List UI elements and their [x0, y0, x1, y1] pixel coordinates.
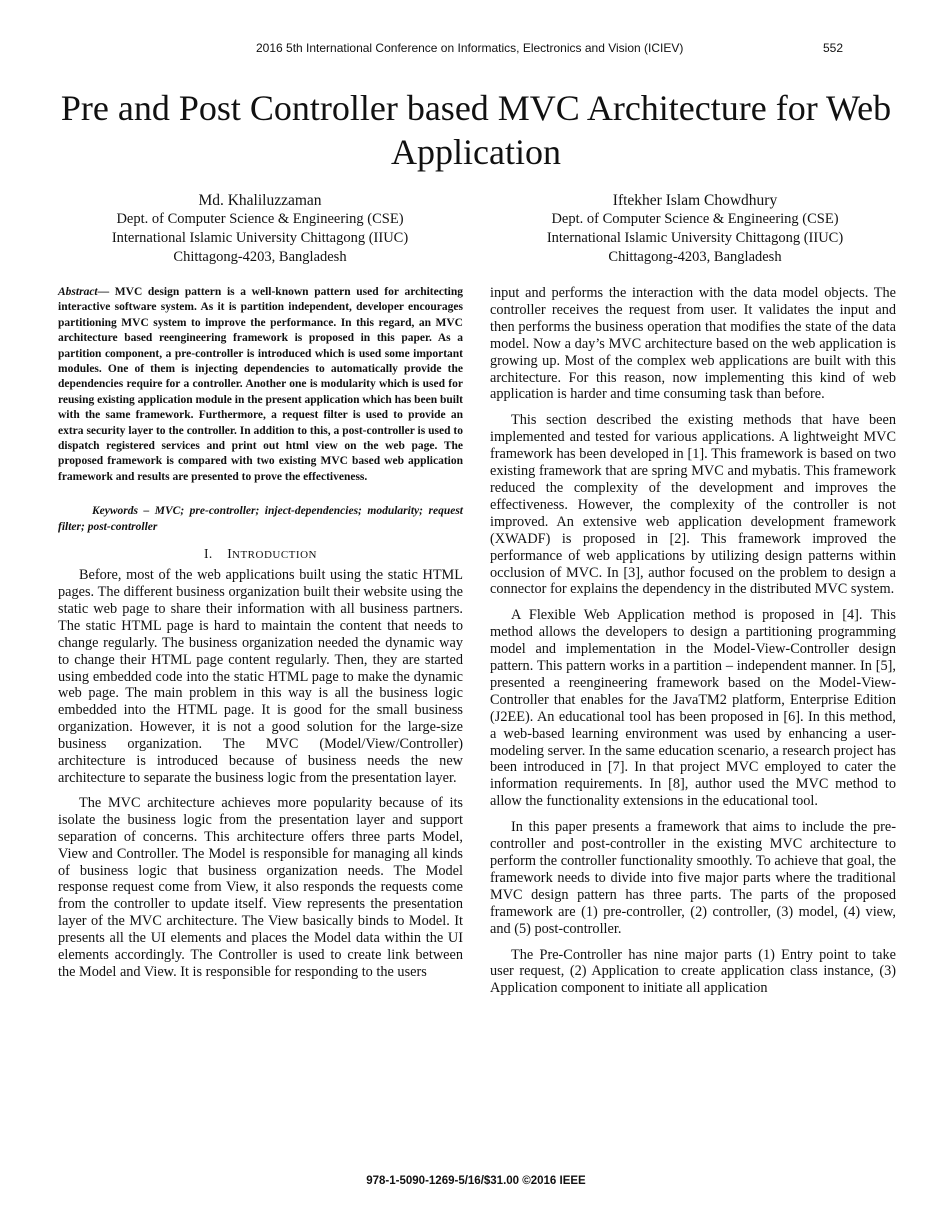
author-block-1	[76, 191, 444, 267]
author-block-2	[511, 191, 879, 267]
author-dept: Dept. of Computer Science & Engineering (CSE)	[551, 211, 839, 227]
page-number: 552	[823, 41, 844, 55]
section-first-letter: I	[227, 546, 233, 562]
paper-title: Pre and Post Controller based MVC Architecture for Web Application	[60, 88, 892, 172]
author-university: International Islamic University Chittagong (IIUC)	[111, 230, 409, 246]
body-paragraph: In this paper presents a framework that aims to include the pre-controller and post-controller in the existing MVC architecture to perform the controller functionality smoothly. To achieve that goal, the framework needs to divide into five major parts where the traditional MVC design pattern has three parts. The parts of the proposed framework are (1) pre-controller, (2) controller, (3) model, (4) view, and (5) post-controller.	[490, 819, 896, 937]
copyright-footer: 978-1-5090-1269-5/16/$31.00 ©2016 IEEE	[366, 1175, 586, 1187]
abstract-dash: —	[97, 286, 110, 298]
left-column	[58, 285, 463, 989]
body-paragraph: A Flexible Web Application method is proposed in [4]. This method allows the developers to design a partitioning programming model and implementation in the Model-View-Controller design pattern. This pattern works in a partition – independent manner. In [5], presented a reengineering framework based on the Model-View-Controller that enables for the JavaTM2 platform, Enterprise Edition (J2EE). An educational tool has been proposed in [6]. In this method, a web-based learning environment was used by enhancing a user-modeling server. In the same education scenario, a research project has been introduced in [7]. In that project MVC employed to cater the information requirements. In [8], author used the MVC method to allow the functionality extensions in the educational tool.	[490, 607, 896, 810]
abstract	[58, 285, 463, 485]
right-column	[490, 285, 896, 1006]
conference-name: 2016 5th International Conference on Informatics, Electronics and Vision (ICIEV)	[256, 41, 684, 55]
body-paragraph: input and performs the interaction with the data model objects. The controller receives the request from user. It validates the input and then performs the business operation that modifies the state of the data model. Now a day’s MVC architecture based on the web application is growing up. Most of the complex web applications are built with this architecture. For this reason, now implementing this kind of web application is harder and time consuming task than before.	[490, 285, 896, 403]
section-heading-introduction	[58, 546, 463, 562]
abstract-label: Abstract	[58, 286, 98, 298]
author-location: Chittagong-4203, Bangladesh	[173, 249, 347, 265]
body-paragraph: Before, most of the web applications built using the static HTML pages. The different business organization built their website using the static web page to share their information with all business partners. The static HTML page is hard to maintain the content that needs to change regularly. The business organization needed the dynamic way to change their HTML page content regularly. Then, they are started using embedded code into the static HTML page to make the dynamic web page. The main problem in this way is all the business logic embedded into the HTML page. It is good for the small business organization. However, it is not a good solution for the large-size business organization. The MVC (Model/View/Controller) architecture is introduced because of business needs the new architecture to separate the business logic from the presentation layer.	[58, 567, 463, 786]
author-name: Md. Khaliluzzaman	[198, 192, 322, 209]
keywords: Keywords – MVC; pre-controller; inject-dependencies; modularity; request filter; post-controller	[58, 505, 463, 533]
author-location: Chittagong-4203, Bangladesh	[608, 249, 782, 265]
section-number: I.	[204, 546, 213, 562]
body-paragraph: The MVC architecture achieves more popularity because of its isolate the business logic from the presentation layer and support separation of concerns. This architecture offers three parts Model, View and Controller. The Model is responsible for managing all kinds of business logic that business organization needs. The Model response request come from View, it also responds the requests come from the controller to update itself. View represents the presentation layer of the MVC architecture. The View basically binds to Model. It presents all the UI elements and places the Model data within the UI elements accordingly. The Controller is used to create link between the Model and View. It is responsible for responding to the users	[58, 794, 463, 980]
abstract-text: MVC design pattern is a well-known pattern used for architecting interactive software system. As it is partition independent, developer encourages partitioning MVC system to improve the performance. In this regard, an MVC architecture based reengineering framework is proposed in this paper. As a partition component, a pre-controller is introduced which is used some important modules. One of them is injecting dependencies to automatically provide the dependencies require for a controller. Another one is modularity which is used for reusing existing application module in the present application which has been built with the same framework. Furthermore, a request filter is used to provide an extra security layer to the controller. In addition to this, a post-controller is used to dispatch registered services and print out html view on the web page. The proposed framework is compared with two existing MVC based web application framework and results are presented to prove the effectiveness.	[58, 286, 464, 483]
body-paragraph: The Pre-Controller has nine major parts (1) Entry point to take user request, (2) Application to create application class instance, (3) Application component to initiate all application	[490, 946, 896, 997]
section-title-rest: NTRODUCTION	[232, 549, 317, 562]
author-university: International Islamic University Chittagong (IIUC)	[546, 230, 844, 246]
author-name: Iftekher Islam Chowdhury	[612, 192, 778, 209]
body-paragraph: This section described the existing methods that have been implemented and tested for various applications. A lightweight MVC framework has been developed in [1]. This framework is based on two existing framework that are spring MVC and mybatis. This framework reduced the complexity of the development and improves the effectiveness. However, the complexity of the controller is not improved. An extensive web application development framework (XWADF) is proposed in [2]. This framework improved the performance of web applications by utilizing design patterns within occlusion of MVC. In [3], author focused on the problem to design a connector for explains the dependency in the distributed MVC system.	[490, 412, 896, 598]
author-dept: Dept. of Computer Science & Engineering (CSE)	[116, 211, 404, 227]
running-header	[0, 41, 952, 59]
